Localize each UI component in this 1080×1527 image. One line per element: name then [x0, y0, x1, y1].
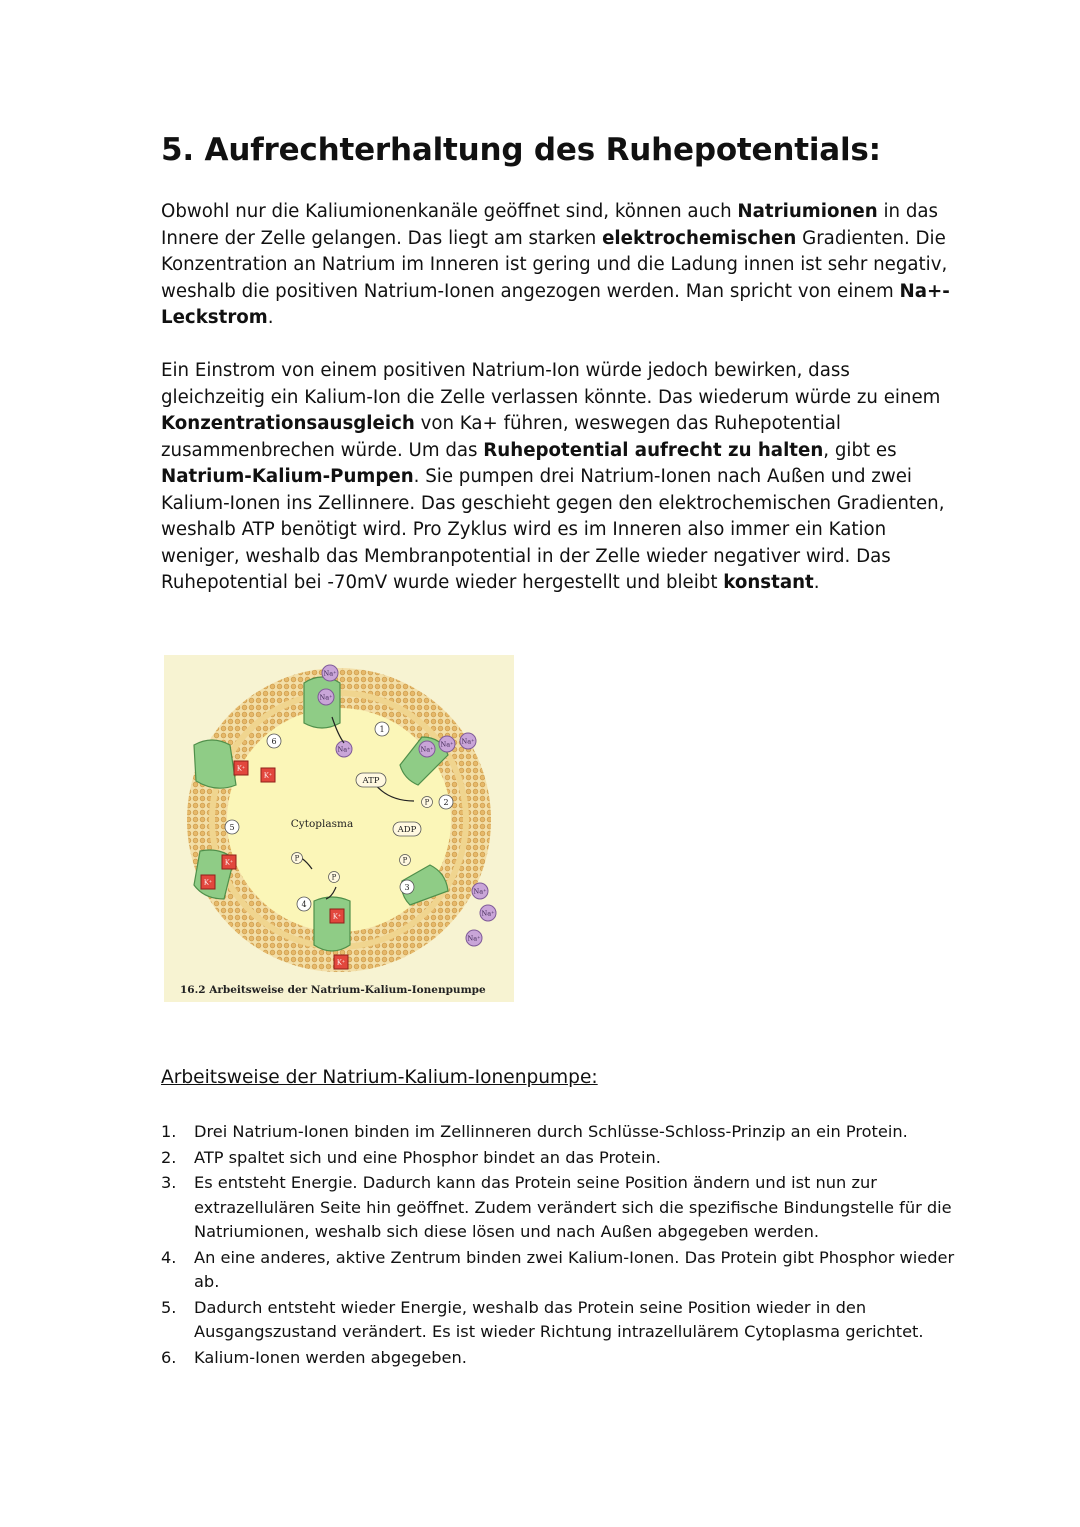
bold-term: Ruhepotential aufrecht zu halten	[483, 439, 824, 461]
text-run: , gibt es	[823, 439, 897, 461]
bold-term: Natrium-Kalium-Pumpen	[161, 466, 414, 487]
pump-steps-list	[161, 1120, 961, 1371]
potassium-ion-label: K⁺	[336, 958, 346, 967]
phosphate-label: P	[424, 798, 430, 807]
sodium-ion-label: Na⁺	[467, 934, 481, 943]
phosphate-label: P	[402, 856, 408, 865]
pump-step	[161, 1346, 961, 1371]
bold-term: Konzentrationsausgleich	[161, 413, 415, 434]
pump-step-text: An eine anderes, aktive Zentrum binden zwei Kalium-Ionen. Das Protein gibt Phosphor wieder ab.	[194, 1247, 955, 1291]
pump-step	[161, 1246, 961, 1295]
potassium-ion-label: K⁺	[332, 912, 342, 921]
sodium-ion-label: Na⁺	[440, 740, 454, 749]
text-run: Obwohl nur die Kaliumionenkanäle geöffnet sind, können auch	[161, 201, 738, 222]
step-marker-2: 2	[443, 798, 449, 807]
sodium-ion-label: Na⁺	[473, 887, 487, 896]
sodium-ion-label: Na⁺	[319, 693, 333, 702]
figure-caption: 16.2 Arbeitsweise der Natrium-Kalium-Ionenpumpe	[180, 984, 486, 996]
potassium-ion-label: K⁺	[203, 878, 213, 887]
text-run: .	[267, 307, 274, 328]
text-run: Ein Einstrom von einem positiven Natrium-Ion würde jedoch bewirken, dass gleichzeitig ein Kalium-Ion die Zelle verlassen könnte. Das wiederum würde zu einem	[161, 360, 941, 408]
pump-protein-bottom	[314, 897, 350, 951]
pump-step-text: Es entsteht Energie. Dadurch kann das Protein seine Position ändern und ist nun zur extrazellulären Seite hin geöffnet. Zudem verändert sich die spezifische Bindungstelle für die Natriumionen, weshalb sich diese lösen und nach Außen abgegeben werden.	[194, 1173, 952, 1241]
adp-label: ADP	[397, 825, 417, 835]
pump-diagram-figure	[164, 655, 514, 1002]
pump-step-number: 3.	[161, 1173, 177, 1192]
step-marker-5: 5	[229, 823, 235, 832]
pump-step-number: 5.	[161, 1297, 177, 1317]
pump-step-text: Drei Natrium-Ionen binden im Zellinneren durch Schlüsse-Schloss-Prinzip an ein Protein.	[194, 1122, 908, 1141]
sodium-ion-label: Na⁺	[461, 737, 475, 746]
pump-step-number: 2.	[161, 1147, 177, 1167]
phosphate-label: P	[331, 873, 337, 882]
pump-step-number: 6.	[161, 1347, 177, 1367]
step-marker-6: 6	[271, 737, 277, 746]
text-run: Gradienten. Die Konzentration an Natrium im Inneren ist gering und die Ladung innen ist sehr negativ, weshalb die positiven Natrium-Ionen angezogen werden. Man spricht von einem	[161, 227, 948, 302]
sodium-ion-label: Na⁺	[420, 745, 434, 754]
text-run: in das Innere der Zelle gelangen. Das liegt am starken	[161, 201, 938, 249]
bold-term: Na+-Leckstrom	[161, 280, 950, 328]
pump-step-text: Dadurch entsteht wieder Energie, weshalb das Protein seine Position wieder in den Ausgangszustand verändert. Es ist wieder Richtung intrazellulärem Cytoplasma gerichtet.	[194, 1297, 924, 1341]
pump-step-number: 1.	[161, 1122, 177, 1141]
paragraph-sodium-leak	[161, 199, 951, 332]
pump-steps-heading: Arbeitsweise der Natrium-Kalium-Ionenpumpe:	[161, 1067, 598, 1088]
text-run: .	[813, 572, 820, 593]
step-marker-1: 1	[379, 725, 385, 734]
bold-term: Natriumionen	[737, 201, 878, 222]
bold-term: elektrochemischen	[602, 227, 797, 249]
sodium-ion-label: Na⁺	[337, 745, 351, 754]
text-run: . Sie pumpen drei Natrium-Ionen nach Außen und zwei Kalium-Ionen ins Zellinnere. Das geschieht gegen den elektrochemischen Gradienten, weshalb ATP benötigt wird. Pro Zyklus wird es im Inneren also immer ein Kation weniger, weshalb das Membranpotential in der Zelle wieder negativer wird. Das Ruhepotential bei -70mV wurde wieder hergestellt und bleibt	[161, 466, 945, 593]
step-marker-4: 4	[301, 900, 307, 909]
pump-step	[161, 1120, 961, 1145]
pump-step-text: Kalium-Ionen werden abgegeben.	[194, 1347, 467, 1367]
phosphate-label: P	[294, 854, 300, 863]
bold-term: konstant	[723, 572, 814, 593]
paragraph-sodium-potassium-pump	[161, 358, 951, 597]
text-run: von Ka+ führen, weswegen das Ruhepotential zusammenbrechen würde. Um das	[161, 413, 841, 461]
section-heading: 5. Aufrechterhaltung des Ruhepotentials:	[161, 132, 881, 168]
potassium-ion-label: K⁺	[224, 858, 234, 867]
potassium-ion-label: K⁺	[236, 764, 246, 773]
pump-step	[161, 1171, 961, 1245]
atp-label: ATP	[362, 776, 380, 786]
pump-diagram	[164, 655, 514, 1002]
pump-step	[161, 1146, 961, 1171]
pump-step-number: 4.	[161, 1247, 177, 1267]
pump-step-text: ATP spaltet sich und eine Phosphor bindet an das Protein.	[194, 1147, 661, 1167]
sodium-ion-label: Na⁺	[323, 669, 337, 678]
sodium-ion-label: Na⁺	[481, 909, 495, 918]
pump-step	[161, 1296, 961, 1345]
pump-protein-left	[194, 740, 236, 788]
potassium-ion-label: K⁺	[263, 771, 273, 780]
step-marker-3: 3	[404, 883, 410, 892]
cytoplasm-label: Cytoplasma	[290, 818, 354, 830]
